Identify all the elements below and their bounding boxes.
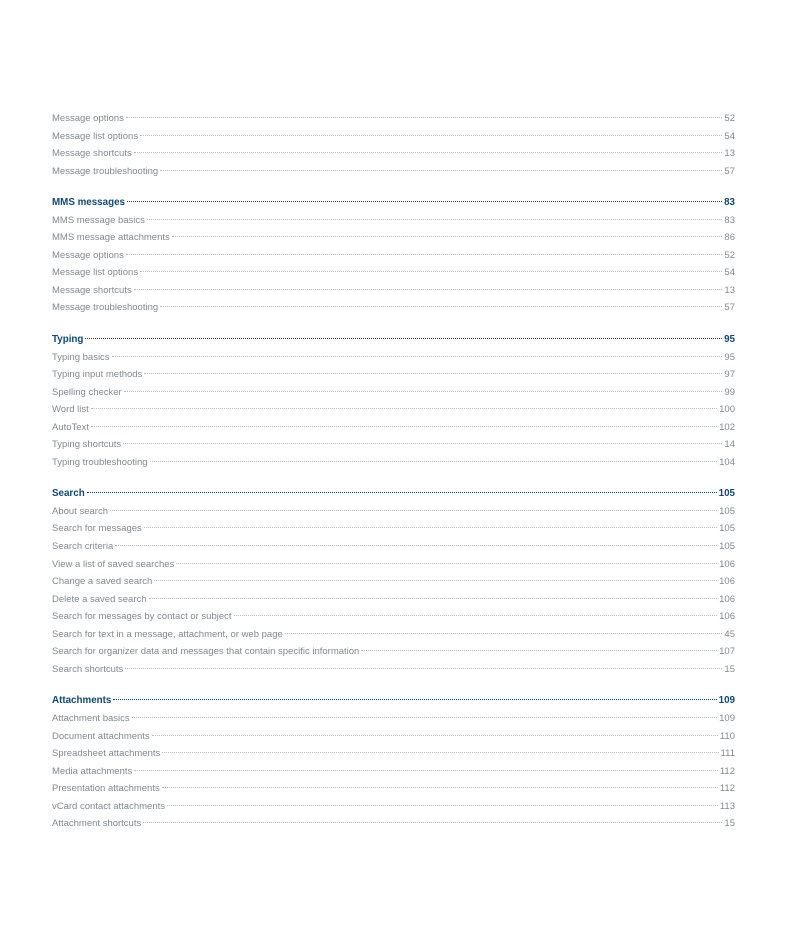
dot-leader	[110, 510, 717, 511]
entry-label: Media attachments	[52, 765, 133, 777]
page-number: 15	[724, 818, 735, 830]
toc-entry[interactable]	[52, 384, 735, 402]
dot-leader	[172, 236, 723, 237]
toc-entry[interactable]	[52, 573, 735, 591]
toc-entry[interactable]	[52, 643, 735, 661]
page-number: 14	[724, 439, 735, 451]
section-title: Typing	[52, 334, 84, 346]
entry-label: Message options	[52, 249, 124, 261]
dot-leader	[124, 391, 723, 392]
toc-entry[interactable]	[52, 401, 735, 419]
entry-label: Typing basics	[52, 351, 110, 363]
toc-entry[interactable]	[52, 128, 735, 146]
toc-entry[interactable]	[52, 454, 735, 472]
toc-section	[52, 194, 735, 317]
page-number: 105	[719, 523, 735, 535]
entry-label: Delete a saved search	[52, 593, 147, 605]
entry-label: AutoText	[52, 421, 89, 433]
entry-label: Search shortcuts	[52, 663, 124, 675]
page-number: 109	[719, 712, 735, 724]
dot-leader	[147, 219, 723, 220]
toc-entry[interactable]	[52, 626, 735, 644]
toc-entry[interactable]	[52, 710, 735, 728]
entry-label: Spelling checker	[52, 386, 122, 398]
table-of-contents	[52, 110, 735, 847]
toc-entry[interactable]	[52, 247, 735, 265]
entry-label: Search for organizer data and messages that contain specific information	[52, 646, 360, 658]
toc-entry[interactable]	[52, 608, 735, 626]
page-number: 111	[720, 748, 735, 760]
page-number: 106	[719, 576, 735, 588]
toc-entry[interactable]	[52, 556, 735, 574]
dot-leader	[154, 580, 717, 581]
entry-label: Search criteria	[52, 541, 114, 553]
page-number: 95	[724, 334, 735, 346]
toc-entry[interactable]	[52, 503, 735, 521]
dot-leader	[127, 201, 722, 202]
entry-label: Document attachments	[52, 730, 150, 742]
page-number: 112	[719, 783, 735, 795]
page-number: 105	[719, 505, 735, 517]
dot-leader	[167, 805, 718, 806]
page-number: 52	[724, 249, 735, 261]
toc-entry[interactable]	[52, 763, 735, 781]
toc-entry[interactable]	[52, 419, 735, 437]
entry-label: Word list	[52, 404, 89, 416]
dot-leader	[112, 356, 723, 357]
entry-label: Search for text in a message, attachment, or web page	[52, 628, 283, 640]
page-number: 105	[719, 541, 735, 553]
toc-section-header[interactable]	[52, 194, 735, 212]
section-title: MMS messages	[52, 197, 125, 209]
page-number: 54	[724, 130, 735, 142]
dot-leader	[152, 735, 718, 736]
entry-label: Presentation attachments	[52, 783, 160, 795]
page-number: 105	[718, 488, 735, 500]
toc-entry[interactable]	[52, 780, 735, 798]
toc-section-header[interactable]	[52, 692, 735, 710]
entry-label: Message list options	[52, 267, 139, 279]
dot-leader	[126, 117, 723, 118]
entry-label: Message shortcuts	[52, 148, 132, 160]
entry-label: Message shortcuts	[52, 284, 132, 296]
page-number: 57	[724, 302, 735, 314]
section-title: Attachments	[52, 695, 112, 707]
dot-leader	[85, 338, 722, 339]
toc-entry[interactable]	[52, 815, 735, 833]
dot-leader	[234, 615, 718, 616]
entry-label: Change a saved search	[52, 576, 153, 588]
page-number: 109	[718, 695, 735, 707]
dot-leader	[87, 492, 717, 493]
dot-leader	[91, 408, 717, 409]
entry-label: Message list options	[52, 130, 139, 142]
dot-leader	[134, 289, 723, 290]
page-number: 106	[719, 558, 735, 570]
dot-leader	[134, 152, 723, 153]
toc-section-header[interactable]	[52, 331, 735, 349]
toc-entry[interactable]	[52, 591, 735, 609]
entry-label: About search	[52, 505, 108, 517]
toc-entry[interactable]	[52, 538, 735, 556]
dot-leader	[132, 717, 718, 718]
page-number: 99	[724, 386, 735, 398]
page-number: 57	[724, 165, 735, 177]
dot-leader	[140, 271, 722, 272]
dot-leader	[150, 461, 718, 462]
toc-entry[interactable]	[52, 110, 735, 128]
page-number: 106	[719, 593, 735, 605]
dot-leader	[162, 787, 718, 788]
page-number: 104	[719, 456, 735, 468]
toc-section	[52, 692, 735, 832]
toc-section	[52, 331, 735, 471]
entry-label: View a list of saved searches	[52, 558, 175, 570]
dot-leader	[113, 699, 716, 700]
page-number: 107	[719, 646, 735, 658]
entry-label: vCard contact attachments	[52, 800, 165, 812]
page-number: 13	[724, 284, 735, 296]
dot-leader	[143, 822, 722, 823]
dot-leader	[160, 170, 722, 171]
page-number: 15	[724, 663, 735, 675]
page-number: 45	[724, 628, 735, 640]
dot-leader	[115, 545, 717, 546]
toc-entry[interactable]	[52, 282, 735, 300]
entry-label: Message options	[52, 113, 124, 124]
entry-label: Message troubleshooting	[52, 302, 159, 314]
page-number: 106	[719, 611, 735, 623]
toc-entry[interactable]	[52, 212, 735, 230]
dot-leader	[160, 306, 722, 307]
page-number: 52	[724, 113, 735, 124]
entry-label: Typing troubleshooting	[52, 456, 148, 468]
toc-entry[interactable]	[52, 145, 735, 163]
toc-entry[interactable]	[52, 366, 735, 384]
toc-entry[interactable]	[52, 229, 735, 247]
dot-leader	[134, 770, 718, 771]
page-number: 83	[724, 214, 735, 226]
page-number: 83	[724, 197, 735, 209]
entry-label: MMS message attachments	[52, 232, 170, 244]
entry-label: Attachment shortcuts	[52, 818, 142, 830]
dot-leader	[123, 443, 722, 444]
dot-leader	[361, 650, 717, 651]
page-number: 100	[719, 404, 735, 416]
toc-section	[52, 110, 735, 180]
entry-label: Search for messages	[52, 523, 142, 535]
toc-entry[interactable]	[52, 436, 735, 454]
entry-label: MMS message basics	[52, 214, 145, 226]
toc-entry[interactable]	[52, 728, 735, 746]
toc-entry[interactable]	[52, 349, 735, 367]
page-number: 102	[719, 421, 735, 433]
dot-leader	[176, 563, 717, 564]
dot-leader	[144, 373, 722, 374]
page-number: 54	[724, 267, 735, 279]
toc-entry[interactable]	[52, 661, 735, 679]
dot-leader	[91, 426, 717, 427]
entry-label: Typing input methods	[52, 369, 143, 381]
dot-leader	[140, 135, 722, 136]
section-title: Search	[52, 488, 85, 500]
dot-leader	[149, 598, 718, 599]
entry-label: Attachment basics	[52, 712, 130, 724]
dot-leader	[144, 527, 717, 528]
page-number: 13	[724, 148, 735, 160]
toc-entry[interactable]	[52, 299, 735, 317]
dot-leader	[162, 752, 718, 753]
dot-leader	[125, 668, 722, 669]
dot-leader	[126, 254, 723, 255]
toc-entry[interactable]	[52, 745, 735, 763]
entry-label: Search for messages by contact or subject	[52, 611, 232, 623]
toc-entry[interactable]	[52, 163, 735, 181]
page-number: 110	[719, 730, 735, 742]
entry-label: Typing shortcuts	[52, 439, 122, 451]
page-number: 95	[724, 351, 735, 363]
entry-label: Message troubleshooting	[52, 165, 159, 177]
entry-label: Spreadsheet attachments	[52, 748, 161, 760]
toc-section-header[interactable]	[52, 485, 735, 503]
toc-entry[interactable]	[52, 798, 735, 816]
page-number: 113	[719, 800, 735, 812]
toc-section	[52, 485, 735, 678]
page-number: 112	[719, 765, 735, 777]
toc-entry[interactable]	[52, 264, 735, 282]
page-number: 97	[724, 369, 735, 381]
page-number: 86	[724, 232, 735, 244]
toc-entry[interactable]	[52, 520, 735, 538]
dot-leader	[285, 633, 723, 634]
